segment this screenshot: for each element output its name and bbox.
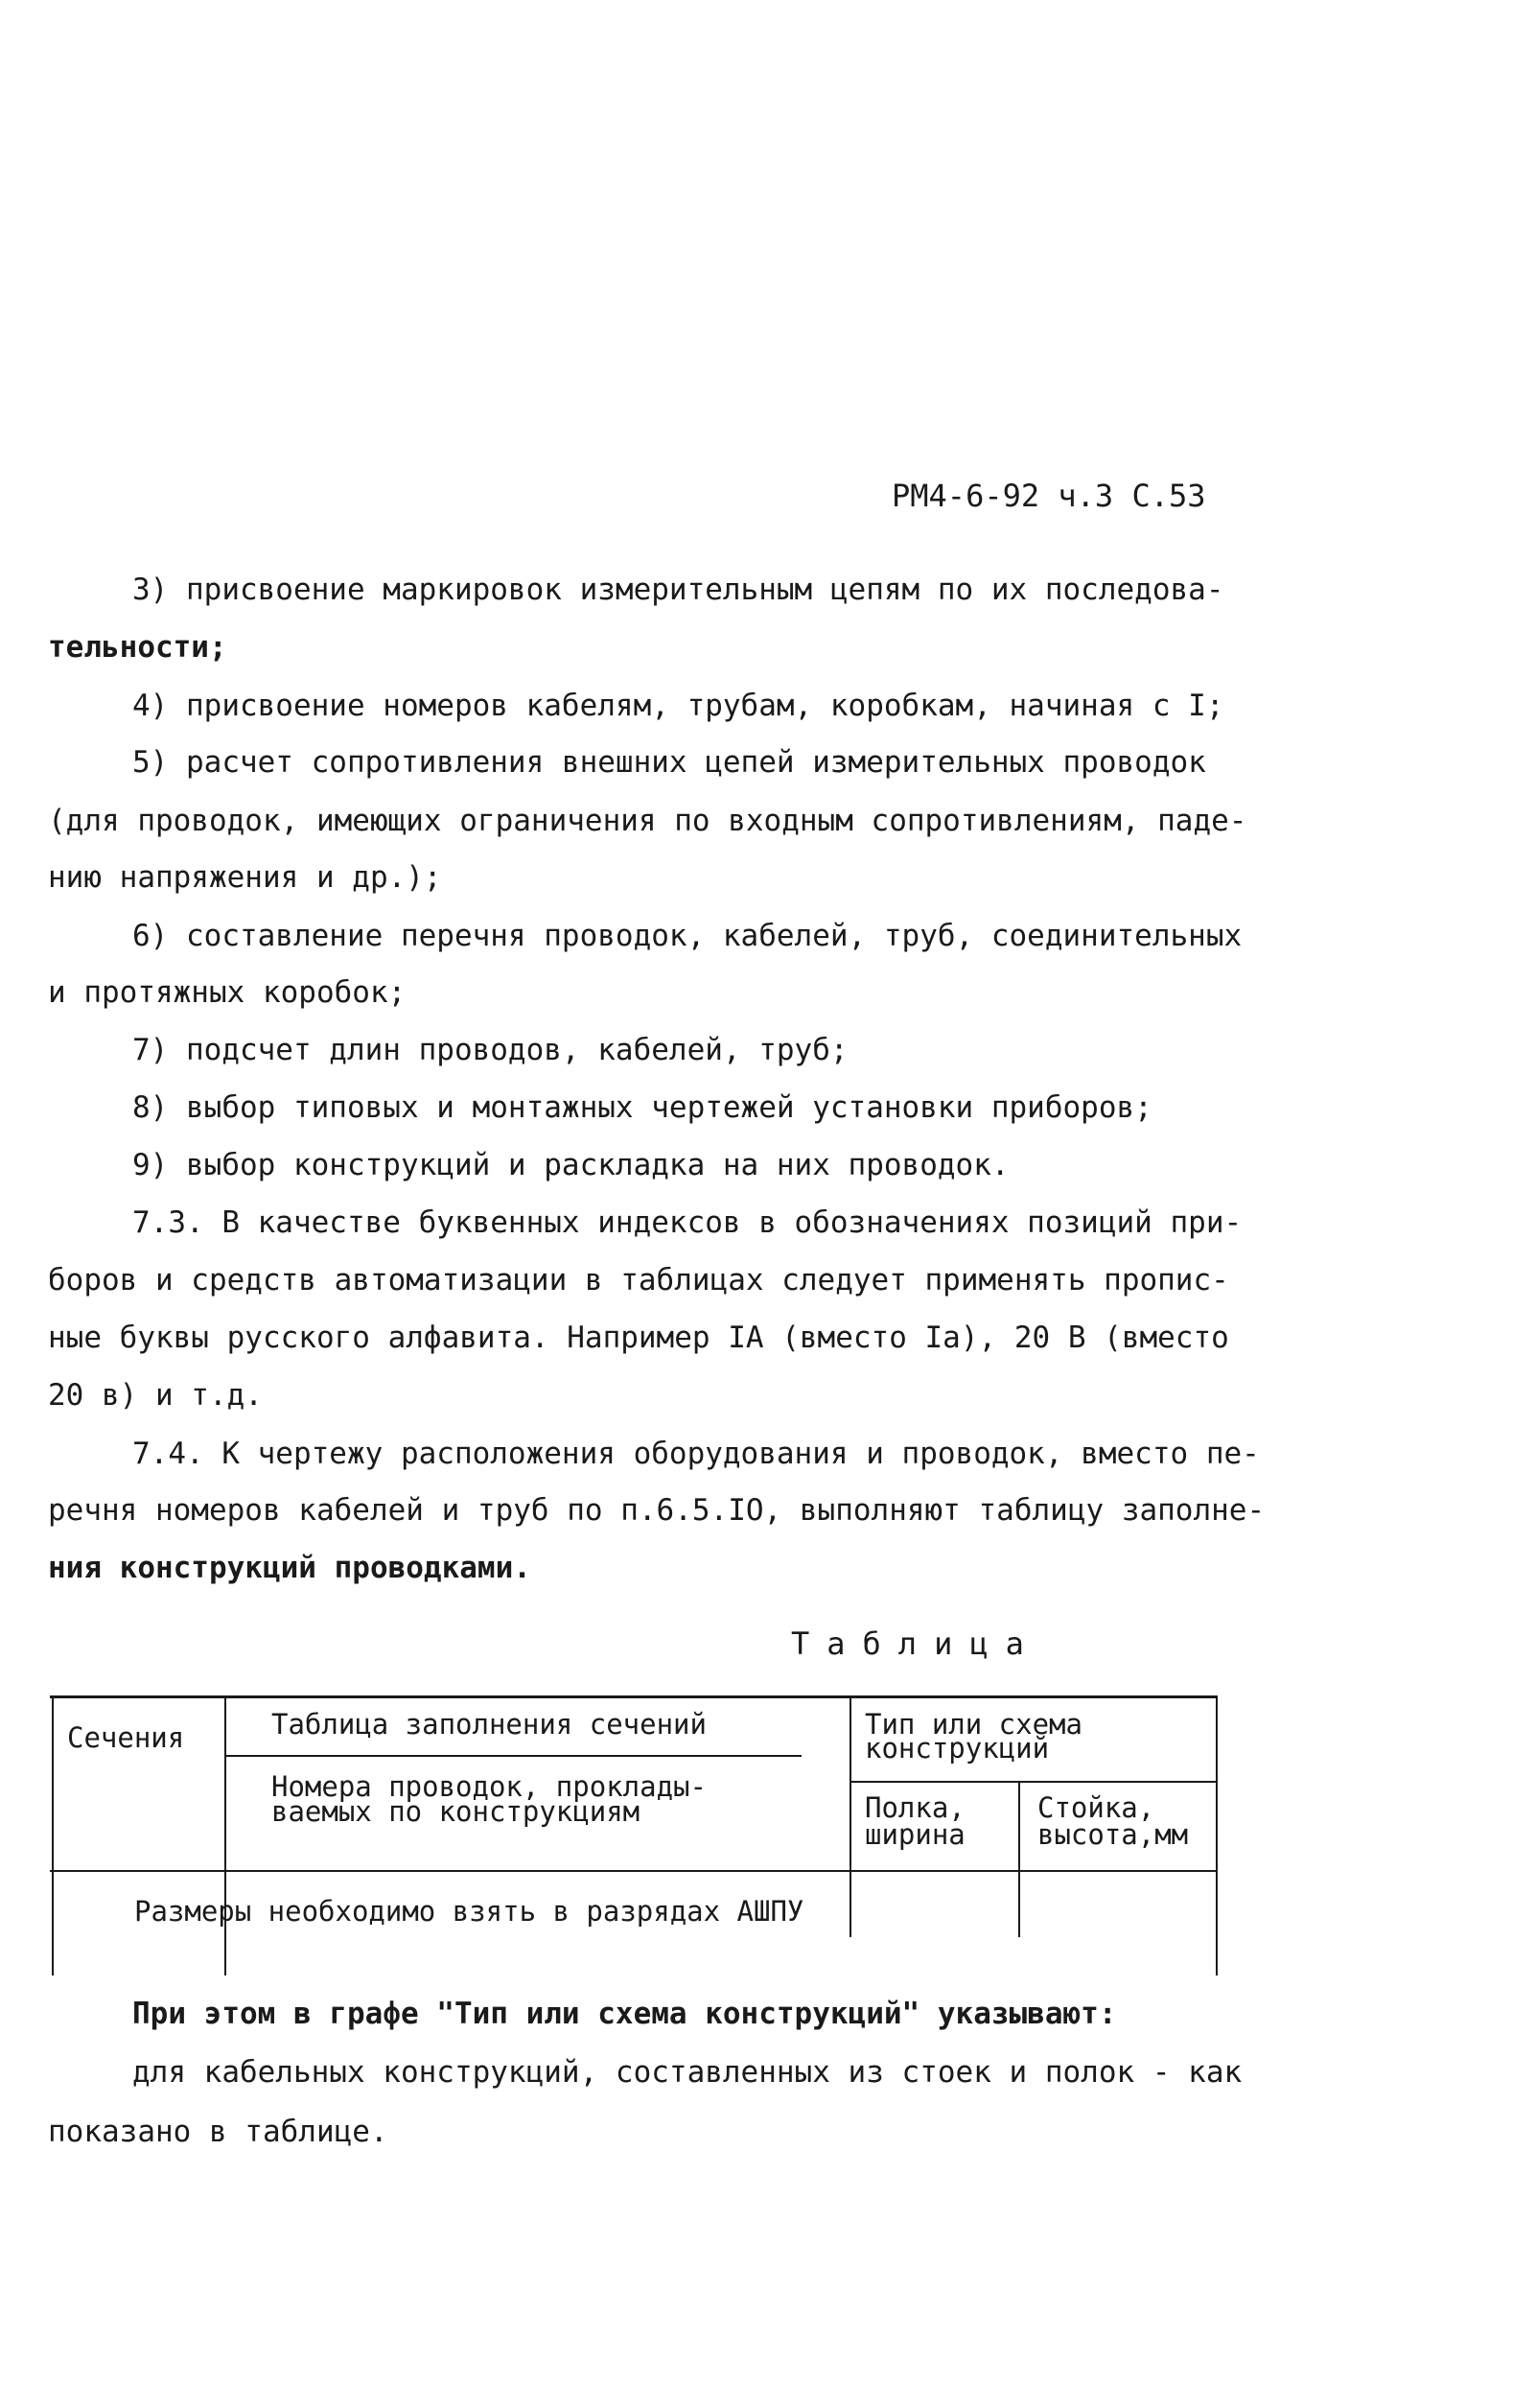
text-line: тельности; <box>48 630 227 665</box>
header-fill-table: Таблица заполнения сечений <box>271 1708 707 1741</box>
header-shelf-line1: Полка, <box>865 1791 966 1824</box>
text-line: 20 в) и т.д. <box>48 1378 263 1413</box>
header-rack-line1: Стойка, <box>1037 1791 1155 1824</box>
header-sections: Сечения <box>67 1721 185 1754</box>
text-line: для кабельных конструкций, составленных из стоек и полок - как <box>132 2055 1243 2090</box>
text-line: нию напряжения и др.); <box>48 860 442 895</box>
table-subheader-rule <box>226 1755 802 1757</box>
table-title: Таблица <box>791 1625 1041 1662</box>
table-left-border <box>52 1697 54 1975</box>
header-rack-line2: высота,мм <box>1037 1818 1189 1851</box>
text-line: При этом в графе "Тип или схема конструкций" указывают: <box>132 1997 1117 2031</box>
table-body-note: Размеры необходимо взять в разрядах АШПУ <box>134 1895 804 1928</box>
text-line: 5) расчет сопротивления внешних цепей измерительных проводок <box>132 745 1206 780</box>
table-right-border <box>1216 1697 1218 1975</box>
text-line: боров и средств автоматизации в таблицах следует применять пропис- <box>48 1263 1229 1298</box>
table-col-divider <box>224 1697 226 1975</box>
table-type-subheader-rule <box>851 1781 1218 1783</box>
document-header: РМ4-6-92 ч.3 С.53 <box>892 478 1206 514</box>
header-type-line1: Тип или схема <box>865 1708 1082 1741</box>
header-shelf-line2: ширина <box>865 1818 966 1851</box>
text-line: речня номеров кабелей и труб по п.6.5.IO, выполняют таблицу заполне- <box>48 1493 1266 1528</box>
text-line: и протяжных коробок; <box>48 975 407 1010</box>
text-line: 6) составление перечня проводок, кабелей, труб, соединительных <box>132 919 1243 953</box>
text-line: 7) подсчет длин проводов, кабелей, труб; <box>132 1033 849 1067</box>
text-line: показано в таблице. <box>48 2115 388 2149</box>
header-wire-numbers-line1: Номера проводок, проклады- <box>271 1770 707 1803</box>
text-line: ные буквы русского алфавита. Например IA (вместо Ia), 20 В (вместо <box>48 1321 1229 1355</box>
header-type-line2: конструкций <box>865 1732 1050 1765</box>
header-wire-numbers-line2: ваемых по конструкциям <box>271 1795 640 1828</box>
table-col-divider <box>849 1697 851 1937</box>
table-col-divider <box>1018 1782 1020 1937</box>
text-line: 3) присвоение маркировок измерительным цепям по их последова- <box>132 573 1224 607</box>
text-line: 4) присвоение номеров кабелям, трубам, коробкам, начиная с I; <box>132 689 1224 723</box>
text-line: 7.4. К чертежу расположения оборудования и проводок, вместо пе- <box>132 1437 1260 1471</box>
text-line: 7.3. В качестве буквенных индексов в обозначениях позиций при- <box>132 1205 1243 1240</box>
text-line: ния конструкций проводками. <box>48 1551 531 1585</box>
text-line: 9) выбор конструкций и раскладка на них проводок. <box>132 1148 1010 1182</box>
text-line: 8) выбор типовых и монтажных чертежей установки приборов; <box>132 1090 1152 1125</box>
text-line: (для проводок, имеющих ограничения по входным сопротивлениям, паде- <box>48 804 1247 838</box>
